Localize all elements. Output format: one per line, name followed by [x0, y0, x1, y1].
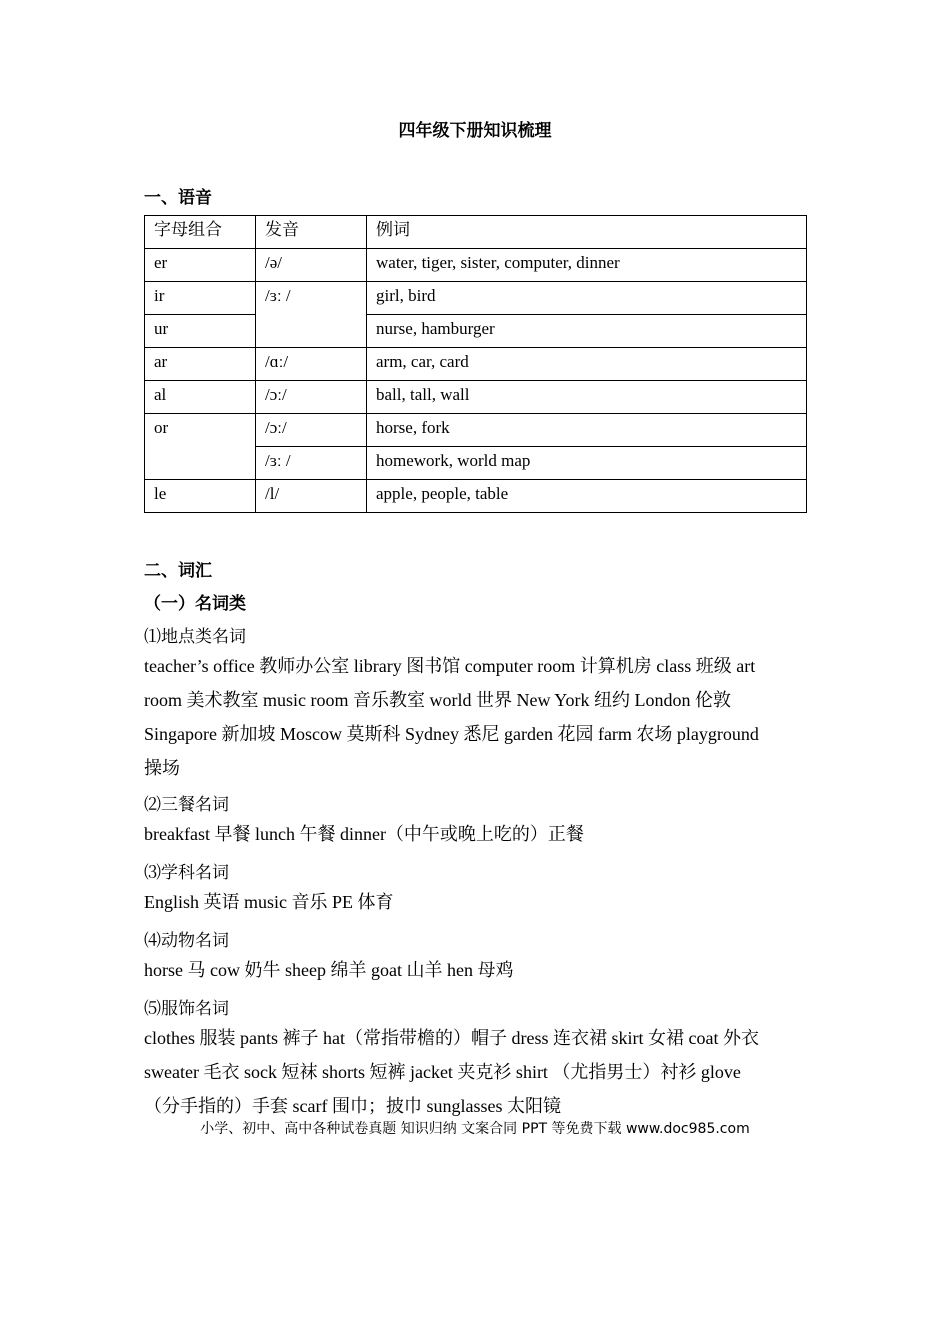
table-header: 例词: [367, 216, 807, 249]
table-cell-combo: ur: [145, 315, 256, 348]
group-label-meals: ⑵三餐名词: [144, 795, 229, 815]
table-cell-examples: girl, bird: [367, 282, 807, 315]
text-line: room 美术教室 music room 音乐教室 world 世界 New York 纽约 London 伦敦: [144, 690, 731, 710]
table-header-row: [145, 216, 807, 249]
table-cell-combo: ir: [145, 282, 256, 315]
text-line: Singapore 新加坡 Moscow 莫斯科 Sydney 悉尼 garden 花园 farm 农场 playground: [144, 724, 759, 744]
text-line: sweater 毛衣 sock 短袜 shorts 短裤 jacket 夹克衫 shirt （尤指男士）衬衫 glove: [144, 1062, 741, 1082]
text-line: teacher’s office 教师办公室 library 图书馆 computer room 计算机房 class 班级 art: [144, 656, 756, 676]
table-row: [145, 348, 807, 381]
table-cell-examples: apple, people, table: [367, 480, 807, 513]
table-header: 发音: [256, 216, 367, 249]
table-cell-examples: homework, world map: [367, 447, 807, 480]
group-label-animals: ⑷动物名词: [144, 931, 229, 951]
table-cell-sound: /ɜː /: [256, 447, 367, 480]
table-row: [145, 480, 807, 513]
table-cell-examples: water, tiger, sister, computer, dinner: [367, 249, 807, 282]
section-heading-phonics: 一、语音: [144, 188, 212, 208]
table-cell-sound: /ɔː/: [256, 414, 367, 447]
table-cell-sound: /ə/: [256, 249, 367, 282]
table-cell-sound: /l/: [256, 480, 367, 513]
table-cell-examples: nurse, hamburger: [367, 315, 807, 348]
paragraph-clothes: [144, 1021, 804, 1123]
table-cell-combo: or: [145, 414, 256, 480]
table-header: 字母组合: [145, 216, 256, 249]
table-cell-combo: er: [145, 249, 256, 282]
table-cell-examples: ball, tall, wall: [367, 381, 807, 414]
group-label-subjects: ⑶学科名词: [144, 863, 229, 883]
table-row: [145, 282, 807, 315]
table-row: [145, 315, 807, 348]
paragraph-places: [144, 649, 804, 785]
group-label-places: ⑴地点类名词: [144, 627, 246, 647]
group-label-clothes: ⑸服饰名词: [144, 999, 229, 1019]
phonics-table: [144, 215, 807, 513]
table-row: [145, 249, 807, 282]
text-line: （分手指的）手套 scarf 围巾；披巾 sunglasses 太阳镜: [144, 1096, 561, 1116]
text-line: horse 马 cow 奶牛 sheep 绵羊 goat 山羊 hen 母鸡: [144, 960, 514, 980]
table-cell-combo: le: [145, 480, 256, 513]
text-line: 操场: [144, 758, 180, 778]
table-cell-combo: ar: [145, 348, 256, 381]
table-cell-combo: al: [145, 381, 256, 414]
table-cell-sound: /ɑː/: [256, 348, 367, 381]
table-row: [145, 381, 807, 414]
page-title: 四年级下册知识梳理: [398, 121, 552, 141]
section-heading-vocabulary: 二、词汇: [144, 561, 212, 581]
text-line: clothes 服装 pants 裤子 hat（常指带檐的）帽子 dress 连衣裙 skirt 女裙 coat 外衣: [144, 1028, 759, 1048]
table-row: [145, 414, 807, 447]
paragraph-meals: [144, 817, 804, 851]
paragraph-animals: [144, 953, 804, 987]
footer-banner: 小学、初中、高中各种试卷真题 知识归纳 文案合同 PPT 等免费下载 www.doc985.com: [200, 1121, 750, 1137]
table-cell-examples: horse, fork: [367, 414, 807, 447]
text-line: English 英语 music 音乐 PE 体育: [144, 892, 394, 912]
table-cell-sound: /ɔː/: [256, 381, 367, 414]
paragraph-subjects: [144, 885, 804, 919]
table-cell-examples: arm, car, card: [367, 348, 807, 381]
table-cell-sound: /ɜː /: [256, 282, 367, 348]
subheading-nouns: （一）名词类: [144, 594, 246, 614]
text-line: breakfast 早餐 lunch 午餐 dinner（中午或晚上吃的）正餐: [144, 824, 584, 844]
